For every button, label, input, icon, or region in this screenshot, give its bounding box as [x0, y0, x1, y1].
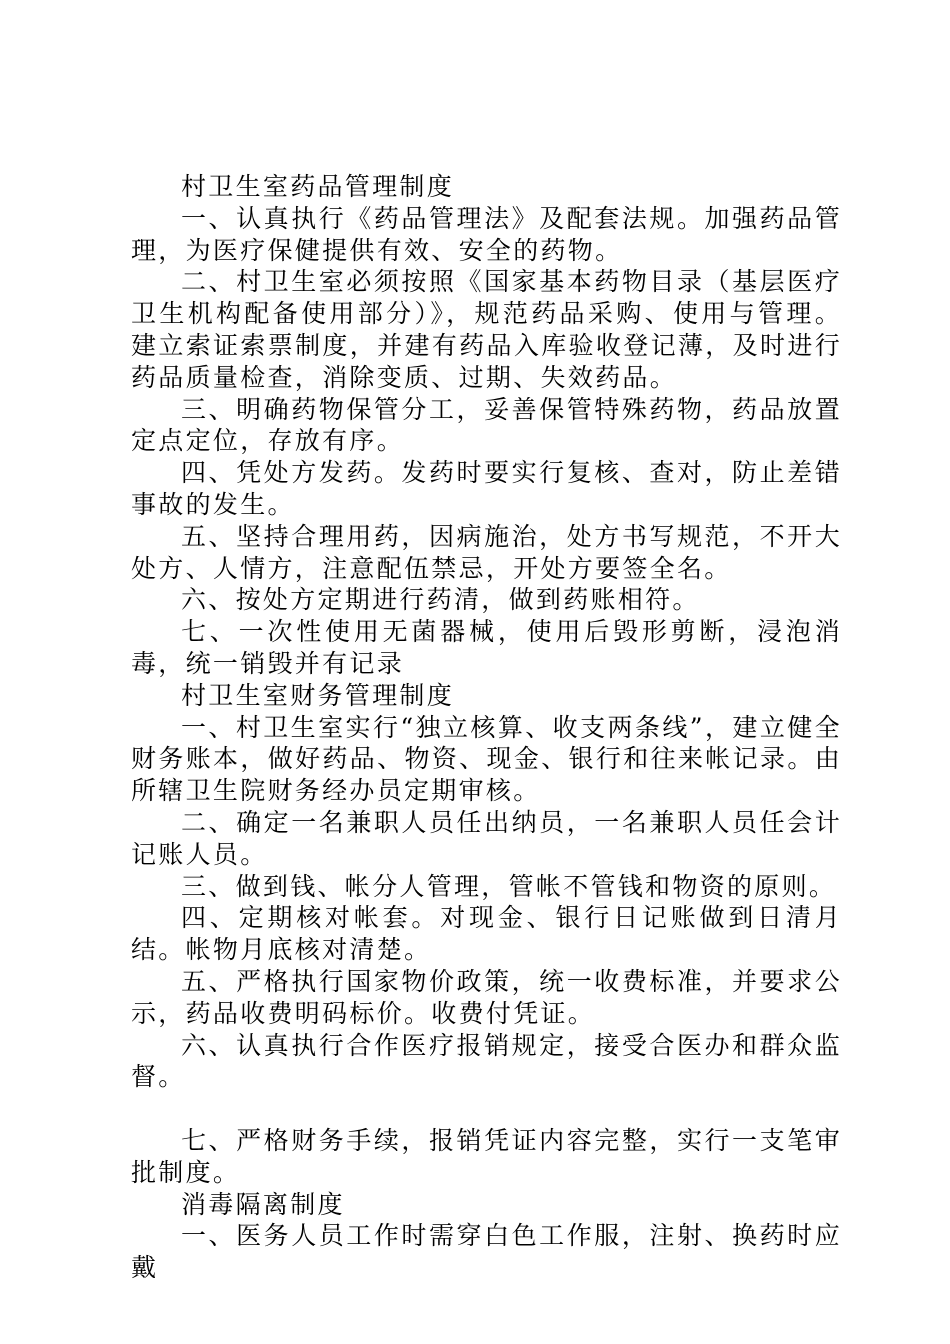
paragraph: 七、一次性使用无菌器械，使用后毁形剪断，浸泡消毒，统一销毁并有记录	[131, 617, 842, 678]
section-heading-finance-management: 村卫生室财务管理制度	[181, 680, 455, 710]
paragraph: 四、定期核对帐套。对现金、银行日记账做到日清月结。帐物月底核对清楚。	[131, 903, 842, 965]
paragraph: 三、做到钱、帐分人管理，管帐不管钱和物资的原则。	[181, 871, 837, 901]
paragraph: 四、凭处方发药。发药时要实行复核、查对，防止差错事故的发生。	[131, 458, 842, 519]
paragraph: 一、认真执行《药品管理法》及配套法规。加强药品管理，为医疗保健提供有效、安全的药物。	[131, 203, 842, 265]
paragraph: 一、医务人员工作时需穿白色工作服，注射、换药时应戴	[131, 1221, 842, 1283]
section-heading-drug-management: 村卫生室药品管理制度	[181, 172, 455, 201]
paragraph: 二、确定一名兼职人员任出纳员，一名兼职人员任会计记账人员。	[131, 807, 842, 869]
paragraph: 五、严格执行国家物价政策，统一收费标准，并要求公示，药品收费明码标价。收费付凭证。	[131, 966, 842, 1028]
paragraph: 五、坚持合理用药，因病施治，处方书写规范，不开大处方、人情方，注意配伍禁忌，开处方要签全名。	[131, 521, 842, 583]
document-body	[131, 171, 842, 1284]
blank-line	[131, 1093, 842, 1125]
paragraph: 六、认真执行合作医疗报销规定，接受合医办和群众监督。	[131, 1030, 842, 1092]
section-heading-disinfection-isolation: 消毒隔离制度	[181, 1189, 345, 1219]
paragraph: 七、严格财务手续，报销凭证内容完整，实行一支笔审批制度。	[131, 1125, 842, 1187]
paragraph: 三、明确药物保管分工，妥善保管特殊药物，药品放置定点定位，存放有序。	[131, 394, 842, 456]
paragraph: 六、按处方定期进行药清，做到药账相符。	[181, 585, 700, 615]
paragraph: 二、村卫生室必须按照《国家基本药物目录（基层医疗卫生机构配备使用部分）》，规范药品采购、使用与管理。建立索证索票制度，并建有药品入库验收登记薄，及时进行药品质量检查，消除变质、过期、失效药品。	[131, 267, 842, 392]
paragraph: 一、村卫生室实行“独立核算、收支两条线”，建立健全财务账本，做好药品、物资、现金、银行和往来帐记录。由所辖卫生院财务经办员定期审核。	[131, 712, 842, 806]
